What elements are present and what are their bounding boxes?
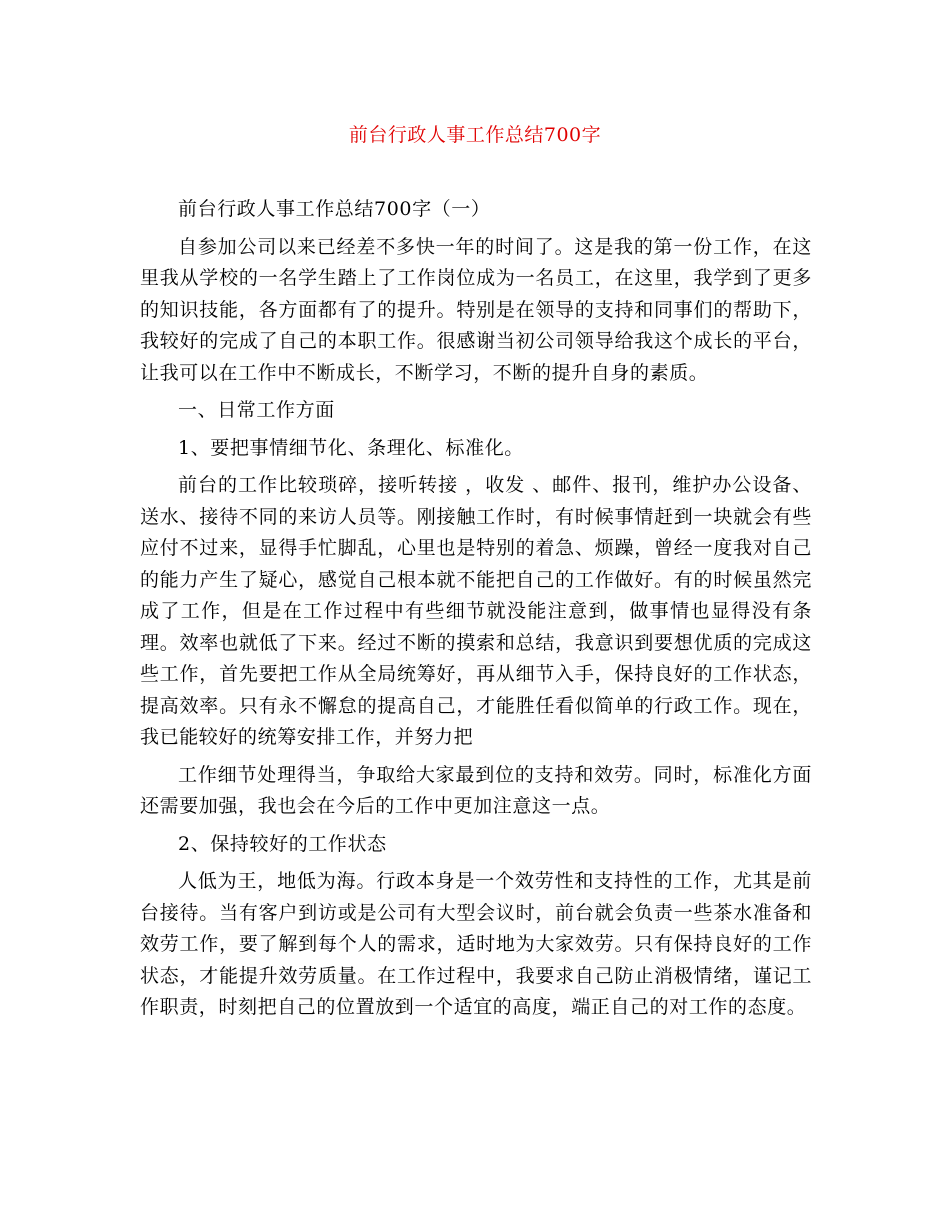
document-title: 前台行政人事工作总结700字 (348, 124, 602, 146)
paragraph: 工作细节处理得当，争取给大家最到位的支持和效劳。同时，标准化方面还需要加强，我也会在今后的工作中更加注意这一点。 (140, 763, 812, 817)
section-heading: 前台行政人事工作总结700字（一） (178, 198, 491, 220)
list-item-heading: 2、保持较好的工作状态 (178, 832, 387, 855)
paragraph: 人低为王，地低为海。行政本身是一个效劳性和支持性的工作，尤其是前台接待。当有客户到访或是公司有大型会议时，前台就会负责一些茶水准备和效劳工作，要了解到每个人的需求，适时地为大家效劳。只有保持良好的工作状态，才能提升效劳质量。在工作过程中，我要求自己防止消极情绪，谨记工作职责，时刻把自己的位置放到一个适宜的高度，端正自己的对工作的态度。 (140, 870, 812, 1018)
subsection-heading: 一、日常工作方面 (178, 399, 335, 421)
document-body (140, 194, 812, 1030)
paragraph: 自参加公司以来已经差不多快一年的时间了。这是我的第一份工作，在这里我从学校的一名学生踏上了工作岗位成为一名员工，在这里，我学到了更多的知识技能，各方面都有了的提升。特别是在领导的支持和同事们的帮助下，我较好的完成了自己的本职工作。很感谢当初公司领导给我这个成长的平台，让我可以在工作中不断成长，不断学习，不断的提升自身的素质。 (140, 235, 812, 384)
paragraph: 前台的工作比较琐碎，接听转接 ，收发 、邮件、报刊，维护办公设备、送水、接待不同的来访人员等。刚接触工作时，有时候事情赶到一块就会有些应付不过来，显得手忙脚乱，心里也是特别的着急、烦躁，曾经一度我对自己的能力产生了疑心，感觉自己根本就不能把自己的工作做好。有的时候虽然完成了工作，但是在工作过程中有些细节就没能注意到，做事情也显得没有条理。效率也就低了下来。经过不断的摸索和总结，我意识到要想优质的完成这些工作，首先要把工作从全局统筹好，再从细节入手，保持良好的工作状态，提高效率。只有永不懈怠的提高自己，才能胜任看似简单的行政工作。现在，我已能较好的统筹安排工作，并努力把 (140, 474, 812, 748)
list-item-heading: 1、要把事情细节化、条理化、标准化。 (178, 436, 524, 459)
